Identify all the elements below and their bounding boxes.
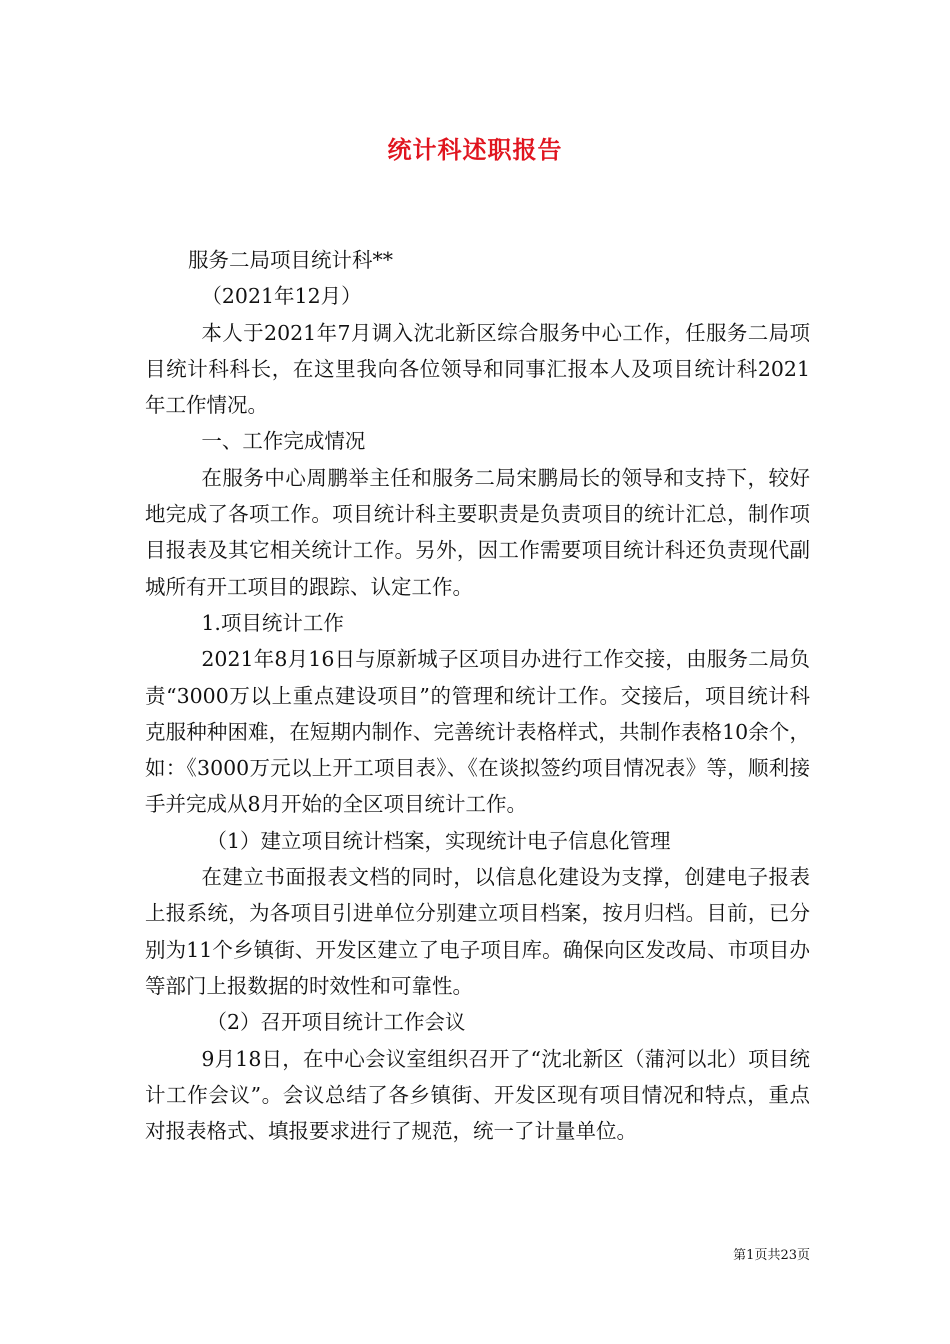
- document-body: [145, 242, 810, 1149]
- paragraph-archive: 在建立书面报表文档的同时，以信息化建设为支撑，创建电子报表上报系统，为各项目引进单位分别建立项目档案，按月归档。目前，已分别为11个乡镇街、开发区建立了电子项目库。确保向区发改局、市项目办等部门上报数据的时效性和可靠性。: [145, 865, 810, 998]
- author-line: 服务二局项目统计科**: [188, 248, 394, 272]
- paragraph-work-summary: 在服务中心周鹏举主任和服务二局宋鹏局长的领导和支持下，较好地完成了各项工作。项目统计科主要职责是负责项目的统计汇总，制作项目报表及其它相关统计工作。另外，因工作需要项目统计科还负责现代副城所有开工项目的跟踪、认定工作。: [145, 465, 810, 599]
- item-heading-1: （1）建立项目统计档案，实现统计电子信息化管理: [206, 828, 671, 853]
- section-heading-1: 一、工作完成情况: [201, 429, 366, 454]
- document-title: 统计科述职报告: [387, 135, 563, 164]
- page-number: 第1页共23页: [733, 1248, 810, 1263]
- paragraph-meeting: 9月18日，在中心会议室组织召开了“沈北新区（蒲河以北）项目统计工作会议”。会议总结了各乡镇街、开发区现有项目情况和特点，重点对报表格式、填报要求进行了规范，统一了计量单位。: [145, 1046, 810, 1144]
- item-heading-2: （2）召开项目统计工作会议: [206, 1010, 466, 1035]
- subsection-heading-1: 1.项目统计工作: [201, 610, 344, 635]
- date-line: （2021年12月）: [201, 284, 362, 309]
- paragraph-intro: 本人于2021年7月调入沈北新区综合服务中心工作，任服务二局项目统计科科长，在这里我向各位领导和同事汇报本人及项目统计科2021年工作情况。: [145, 320, 810, 418]
- paragraph-handover: 2021年8月16日与原新城子区项目办进行工作交接，由服务二局负责“3000万以上重点建设项目”的管理和统计工作。交接后，项目统计科克服种种困难，在短期内制作、完善统计表格样式，共制作表格10余个，如：《3000万元以上开工项目表》、《在谈拟签约项目情况表》等，顺利接手并完成从8月开始的全区项目统计工作。: [145, 647, 810, 817]
